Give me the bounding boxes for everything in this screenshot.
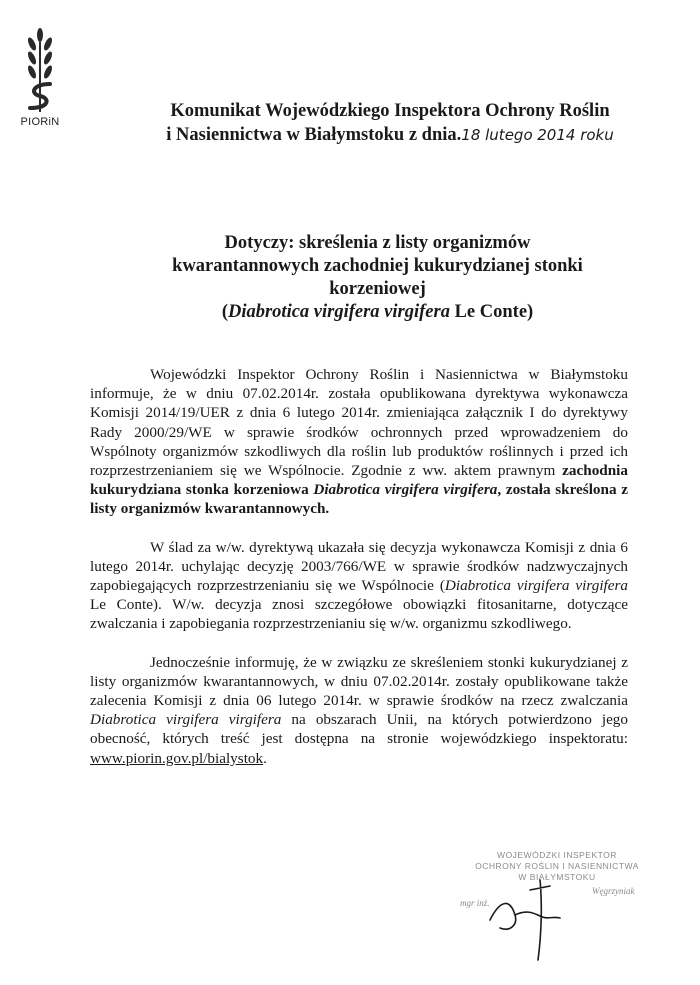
stamp-line-2: OCHRONY ROŚLIN I NASIENNICTWA: [475, 861, 639, 871]
p1-bold-2: , została skreślona z listy organizmów kwarantannowych.: [90, 481, 628, 518]
p3-text-a: Jednocześnie informuję, że w związku ze skreśleniem stonki kukurydzianej z listy organizmów kwarantannowych, w dniu 07.02.2014r. zostały opublikowane także zalecenia Komisji z dnia 06 lutego 2014r. w sprawie środków na rzecz zwalczania: [90, 653, 628, 710]
p3-end: .: [263, 749, 267, 767]
piorin-link[interactable]: www.piorin.gov.pl/bialystok: [90, 749, 264, 767]
title-line-1: Komunikat Wojewódzkiego Inspektora Ochrony Roślin: [170, 101, 610, 121]
piorin-logo: [10, 28, 72, 128]
handwritten-date: 18 lutego: [461, 126, 533, 144]
p1-bold-italic: Diabrotica virgifera virgifera: [313, 481, 498, 499]
paragraph-3: [90, 653, 628, 768]
document-title: [95, 99, 685, 147]
paragraph-1: [90, 365, 628, 519]
subject-paren-open: (: [221, 302, 228, 322]
subject-heading: [95, 232, 660, 324]
p2-text-a: W ślad za w/w. dyrektywą ukazała się decyzja wykonawcza Komisji z dnia 6 lutego 2014r. uchylając decyzję 2003/766/WE w sprawie środków nadzwyczajnych zapobiegających rozprzestrzenianiu się we Wspólnocie (: [90, 538, 628, 595]
stamp-line-3: W BIAŁYMSTOKU: [518, 872, 596, 882]
paragraph-2: [90, 538, 628, 634]
subject-line-4: [95, 301, 660, 324]
handwritten-year: 2014 roku: [537, 126, 614, 144]
title-line-2: [95, 123, 685, 147]
stamp-line-1: WOJEWÓDZKI INSPEKTOR: [497, 850, 617, 860]
title-line-2-text: i Nasiennictwa w Białymstoku z dnia.: [166, 125, 462, 145]
subject-line-2: kwarantannowych zachodniej kukurydzianej stonki: [172, 256, 583, 276]
stamp-sig-name: Węgrzyniak: [592, 886, 635, 896]
subject-line-3: korzeniowej: [329, 279, 426, 299]
stamp-sig-prefix: mgr inż.: [460, 898, 490, 908]
p2-italic: Diabrotica virgifera virgifera: [444, 577, 629, 595]
p3-italic: Diabrotica virgifera virgifera: [90, 711, 282, 729]
subject-author: Le Conte): [449, 302, 534, 322]
document-body: [90, 365, 628, 787]
wheat-emblem-icon: [22, 28, 58, 114]
signature-icon: [470, 860, 590, 970]
subject-line-1: Dotyczy: skreślenia z listy organizmów: [224, 233, 531, 253]
p1-text: Wojewódzki Inspektor Ochrony Roślin i Nasiennictwa w Białymstoku informuje, że w dniu 07.02.2014r. została opublikowana dyrektywa wykonawcza Komisji 2014/19/UER z dnia 6 lutego 2014r. zmieniająca załącznik I do dyrektywy Rady 2000/29/WE w sprawie środków ochronnych przed wprowadzeniem do Wspólnoty organizmów szkodliwych dla roślin lub produktów roślinnych i przed ich rozprzestrzenianiem się we Wspólnocie. Zgodnie z ww. aktem prawnym: [90, 366, 628, 480]
subject-species-name: Diabrotica virgifera virgifera: [227, 302, 450, 322]
p3-text-b: na obszarach Unii, na których potwierdzono jego obecność, których treść jest dostępna na stronie wojewódzkiego inspektoratu:: [90, 711, 628, 748]
logo-label: PIORiN: [20, 116, 60, 128]
p1-bold-1: zachodnia kukurydziana stonka korzeniowa: [90, 462, 628, 499]
p2-text-b: Le Conte). W/w. decyzja znosi szczegółowe obowiązki fitosanitarne, dotyczące zwalczania i zapobiegania rozprzestrzenianiu się w/w. organizmu szkodliwego.: [90, 596, 628, 633]
